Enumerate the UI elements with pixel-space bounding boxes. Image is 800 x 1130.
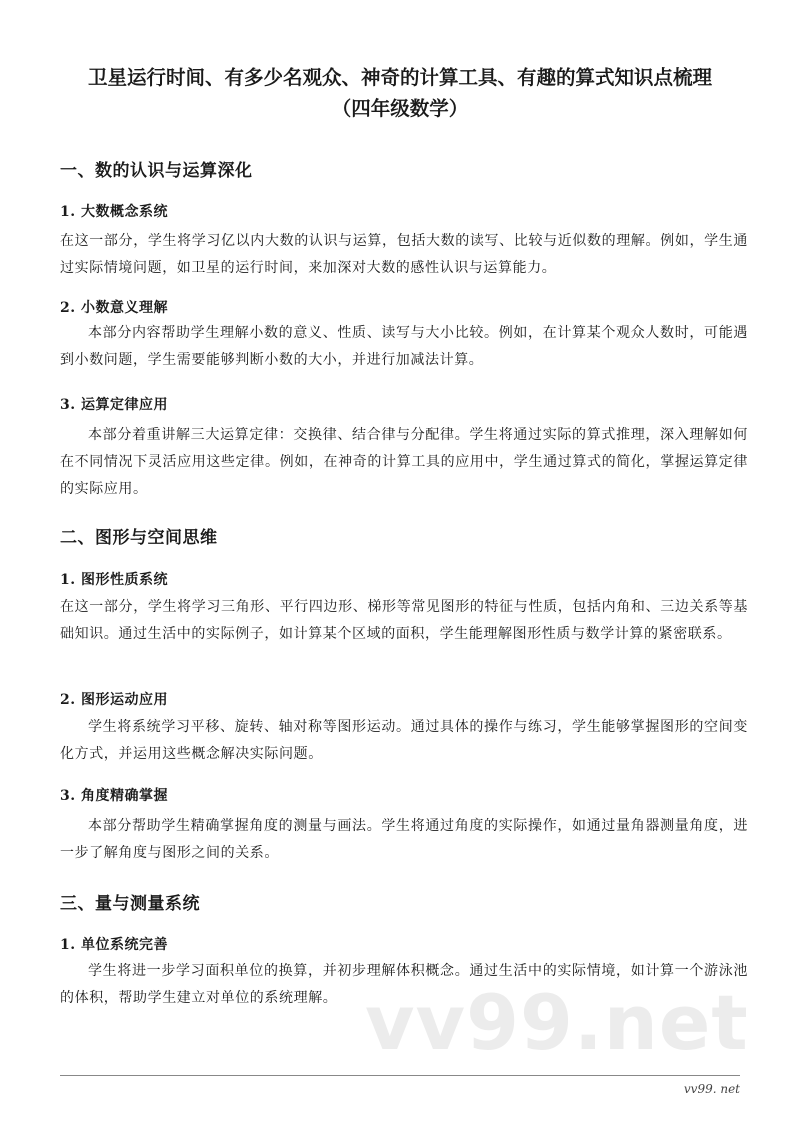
subsection-heading: 2. 图形运动应用 xyxy=(60,692,168,708)
section-heading: 二、图形与空间思维 xyxy=(60,528,218,548)
paragraph: 本部分内容帮助学生理解小数的意义、性质、读写与大小比较。例如，在计算某个观众人数时，可能遇到小数问题，学生需要能够判断小数的大小，并进行加减法计算。 xyxy=(60,325,748,368)
paragraph: 在这一部分，学生将学习亿以内大数的认识与运算，包括大数的读写、比较与近似数的理解。例如，学生通过实际情境问题，如卫星的运行时间，来加深对大数的感性认识与运算能力。 xyxy=(60,233,748,276)
subsection-heading: 1. 图形性质系统 xyxy=(60,572,168,588)
paragraph: 学生将系统学习平移、旋转、轴对称等图形运动。通过具体的操作与练习，学生能够掌握图形的空间变化方式，并运用这些概念解决实际问题。 xyxy=(60,719,748,762)
section-heading: 一、数的认识与运算深化 xyxy=(60,161,253,181)
paragraph: 本部分着重讲解三大运算定律：交换律、结合律与分配律。学生将通过实际的算式推理，深入理解如何在不同情况下灵活应用这些定律。例如，在神奇的计算工具的应用中，学生通过算式的简化，掌握运算定律的实际应用。 xyxy=(60,427,748,497)
watermark: vv99.net xyxy=(365,978,749,1067)
title-text: 卫星运行时间、有多少名观众、神奇的计算工具、有趣的算式知识点梳理 xyxy=(87,66,712,89)
subsection-heading: 3. 角度精确掌握 xyxy=(60,788,168,804)
document-title xyxy=(40,62,760,124)
paragraph: 学生将进一步学习面积单位的换算，并初步理解体积概念。通过生活中的实际情境，如计算一个游泳池的体积，帮助学生建立对单位的系统理解。 xyxy=(60,963,748,1006)
section-heading: 三、量与测量系统 xyxy=(60,894,200,914)
paragraph: 本部分帮助学生精确掌握角度的测量与画法。学生将通过角度的实际操作，如通过量角器测量角度，进一步了解角度与图形之间的关系。 xyxy=(60,818,748,861)
subsection-heading: 1. 大数概念系统 xyxy=(60,204,168,220)
footer-divider xyxy=(60,1075,740,1076)
paragraph: 在这一部分，学生将学习三角形、平行四边形、梯形等常见图形的特征与性质，包括内角和、三边关系等基础知识。通过生活中的实际例子，如计算某个区域的面积，学生能理解图形性质与数学计算的紧密联系。 xyxy=(60,599,748,642)
subsection-heading: 2. 小数意义理解 xyxy=(60,300,168,316)
subsection-heading: 1. 单位系统完善 xyxy=(60,937,168,953)
subsection-heading: 3. 运算定律应用 xyxy=(60,397,168,413)
footer-site: vv99. net xyxy=(683,1082,740,1096)
subtitle-text: （四年级数学） xyxy=(331,97,469,120)
